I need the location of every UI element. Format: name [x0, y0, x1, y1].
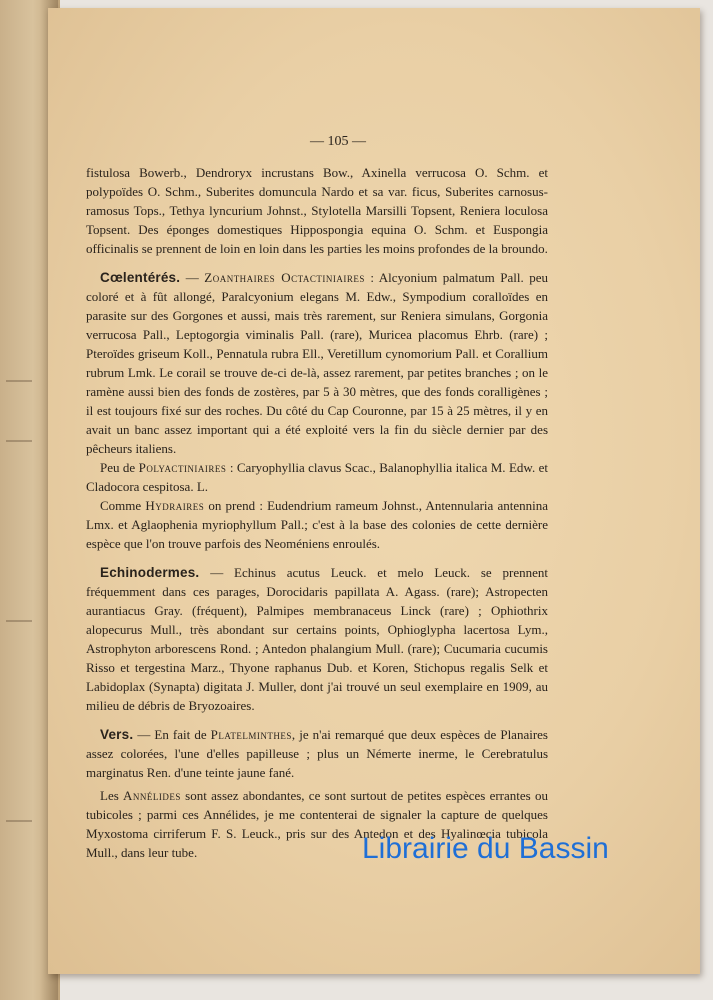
paragraph-echinodermes: [86, 563, 548, 715]
paragraph-coelenterata: [86, 268, 548, 458]
section-heading-coelenteres: Cœlentérés.: [100, 270, 181, 285]
paragraph-hydraires: [86, 496, 548, 553]
annelides-text: sont assez abondantes, ce sont surtout de petites espèces errantes ou tubicoles ; parmi ces Annélides, je me contenterai de signaler la capture de quelques Myxostoma cirriferum F. S. Leuck., pris sur des Antedon et des Hyalinœcia tubicola Mull., dans leur tube.: [86, 788, 548, 860]
heading-dash: —: [180, 270, 205, 285]
section-heading-vers: Vers.: [100, 727, 134, 742]
facing-page-mark: [6, 440, 32, 442]
page-body: [86, 163, 548, 862]
watermark-text: Librairie du Bassin: [362, 832, 609, 865]
facing-page-mark: [6, 820, 32, 822]
term-platelminthes: Platelminthes: [210, 727, 292, 742]
poly-text: : Caryophyllia clavus Scac., Balanophyllia italica M. Edw. et Cladocora cespitosa. L.: [86, 460, 548, 494]
coelenterata-text: : Alcyonium palmatum Pall. peu coloré et à fût allongé, Paralcyonium elegans M. Edw., Sympodium coralloïdes en parasite sur des Gorgones et aussi, mais très rarement, sur Reniera simulans, Gorgonia verrucosa Pall., Leptogorgia viminalis Pall. (rare), Muricea placomus Ehrb. (rare) ; Pteroïdes griseum Koll., Pennatula rubra Ell., Veretillum cynomorium Pall. et Corallium rubrum Lmk. Le corail se trouve de-ci de-là, assez rarement, par petites branches ; on le ramène aussi bien des fonds de zostères, par 5 à 30 mètres, que des fonds coralligènes ; il est toujours fixé sur des roches. Du côté du Cap Couronne, par 15 à 25 mètres, il y en avait un banc assez important qui a été exploité vers la fin du siècle dernier par des pêcheurs italiens.: [86, 270, 548, 456]
term-zoanthaires: Zoanthaires Octactiniaires: [204, 270, 365, 285]
section-heading-echinodermes: Echinodermes.: [100, 565, 200, 580]
page-number: — 105 —: [310, 134, 366, 149]
poly-lead: Peu de: [100, 460, 139, 475]
heading-dash: —: [199, 565, 235, 580]
paragraph-vers: [86, 725, 548, 782]
vers-text: , je n'ai remarqué que deux espèces de Planaires assez colorées, l'une d'elles papilleuse ; plus un Némerte inerme, le Cerebratulus marginatus Ren. d'une teinte jaune fané.: [86, 727, 548, 780]
hydr-lead: Comme: [100, 498, 146, 513]
book-page: [48, 8, 700, 974]
facing-page-mark: [6, 620, 32, 622]
hydr-text: on prend : Eudendrium rameum Johnst., Antennularia antennina Lmx. et Aglaophenia myriophyllum Pall.; c'est à la base des colonies de cette dernière espèce que l'on trouve parfois des Neoméniens enroulés.: [86, 498, 548, 551]
echinodermes-text: Echinus acutus Leuck. et melo Leuck. se prennent fréquemment dans ces parages, Dorocidaris papillata A. Agass. (rare); Astropecten aurantiacus Gray. (fréquent), Palmipes membranaceus Linck (rare) ; Ophiothrix alopecurus Mull., très abondant sur certains points, Ophioglypha lacertosa Lym., Astrophyton arborescens Rond. ; Antedon phalangium Mull. (rare); Cucumaria cucumis Risso et tergestina Marz., Thyone raphanus Dub. et Koren, Stichopus regalis Selk et Labidoplax (Synapta) digitata J. Muller, dont j'ai trouvé un seul exemplaire en 1909, au milieu de débris de Bryozoaires.: [86, 565, 548, 713]
paragraph-sponges: fistulosa Bowerb., Dendroryx incrustans Bow., Axinella verrucosa O. Schm. et polypoïdes O. Schm., Suberites domuncula Nardo et sa var. ficus, Suberites carnosus-ramosus Tops., Tethya lyncurium Johnst., Stylotella Marsilli Topsent, Reniera loculosa Topsent. Des éponges domestiques Hippospongia equina O. Schm. et Euspongia officinalis se prennent de loin en loin dans les parties les moins profondes de la broundo.: [86, 165, 548, 256]
vers-lead: En fait de: [154, 727, 211, 742]
anne-lead: Les: [100, 788, 124, 803]
facing-page-mark: [6, 380, 32, 382]
paragraph-polyactiniaires: [86, 458, 548, 496]
heading-dash: —: [133, 727, 155, 742]
term-polyactiniaires: Polyactiniaires: [138, 460, 227, 475]
term-annelides: Annélides: [123, 788, 181, 803]
term-hydraires: Hydraires: [145, 498, 205, 513]
